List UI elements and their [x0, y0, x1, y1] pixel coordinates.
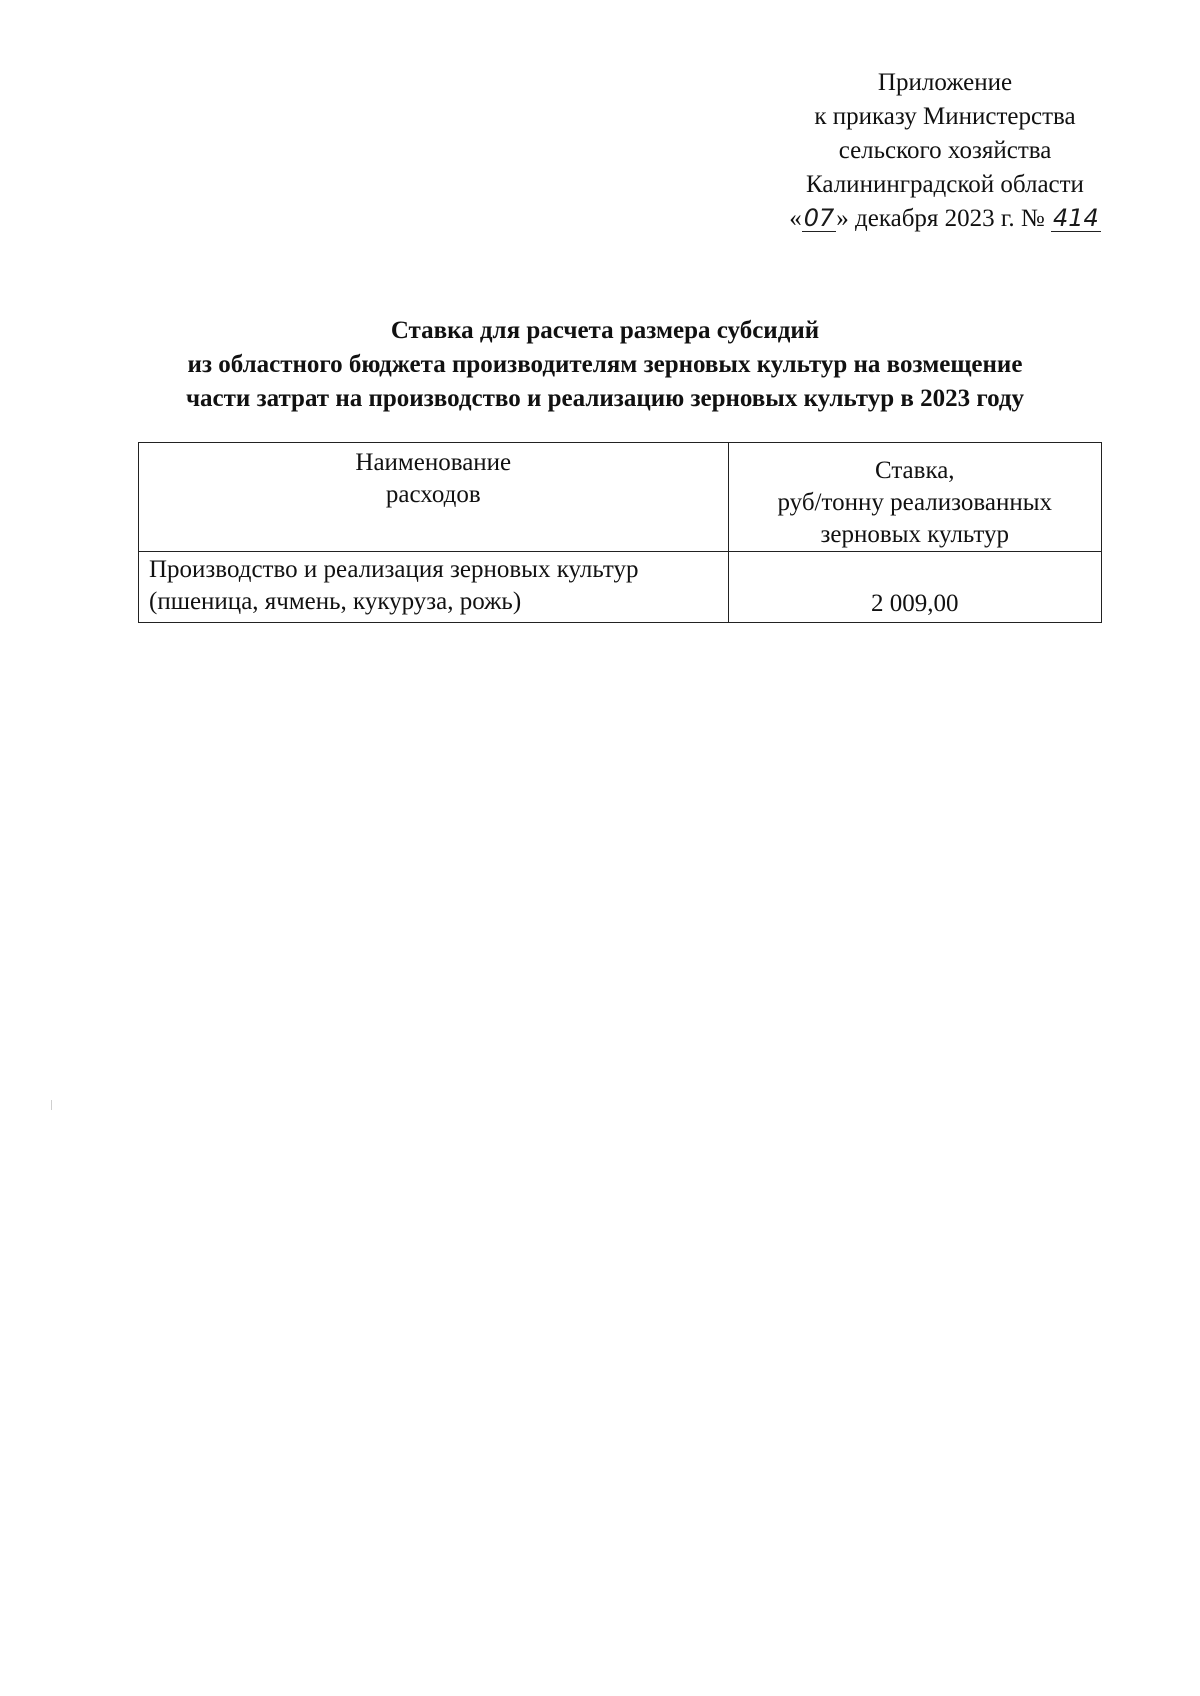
header-rate-cell: [728, 443, 1101, 552]
date-open-quote: «: [789, 205, 802, 232]
title-line-2: из областного бюджета производителям зерновых культур на возмещение: [187, 351, 1023, 378]
handwritten-day: 07: [803, 204, 835, 232]
table-row: [139, 552, 1102, 623]
row-name-line: Производство и реализация зерновых культур: [149, 556, 639, 583]
appendix-order-ref: к приказу Министерства: [814, 103, 1076, 130]
appendix-region: Калининградской области: [806, 171, 1084, 198]
table-header-row: [139, 443, 1102, 552]
header-name-line: Наименование: [355, 449, 512, 476]
header-rate-line: зерновых культур: [820, 521, 1009, 548]
row-name-line: (пшеница, ячмень, кукуруза, рожь): [149, 588, 522, 615]
header-rate-line: руб/тонну реализованных: [777, 489, 1053, 516]
row-rate-cell: 2 009,00: [728, 552, 1101, 623]
title-line-1: Ставка для расчета размера субсидий: [390, 317, 820, 344]
date-close-quote: »: [836, 205, 849, 232]
date-month-year: декабря 2023 г. №: [855, 205, 1045, 232]
title-line-3: части затрат на производство и реализацию зерновых культур в 2023 году: [185, 385, 1025, 412]
header-rate-line: Ставка,: [874, 457, 955, 484]
header-name-line: расходов: [385, 481, 481, 508]
rate-table: [138, 442, 1102, 623]
appendix-label: Приложение: [877, 69, 1013, 96]
scan-artifact: [51, 1100, 52, 1110]
handwritten-order-number: 414: [1052, 204, 1099, 232]
appendix-date-line: [760, 202, 1130, 236]
document-title: [120, 314, 1090, 416]
appendix-header: [760, 66, 1130, 236]
appendix-ministry: сельского хозяйства: [838, 137, 1052, 164]
header-name-cell: [139, 443, 729, 552]
row-name-cell: [139, 552, 729, 623]
